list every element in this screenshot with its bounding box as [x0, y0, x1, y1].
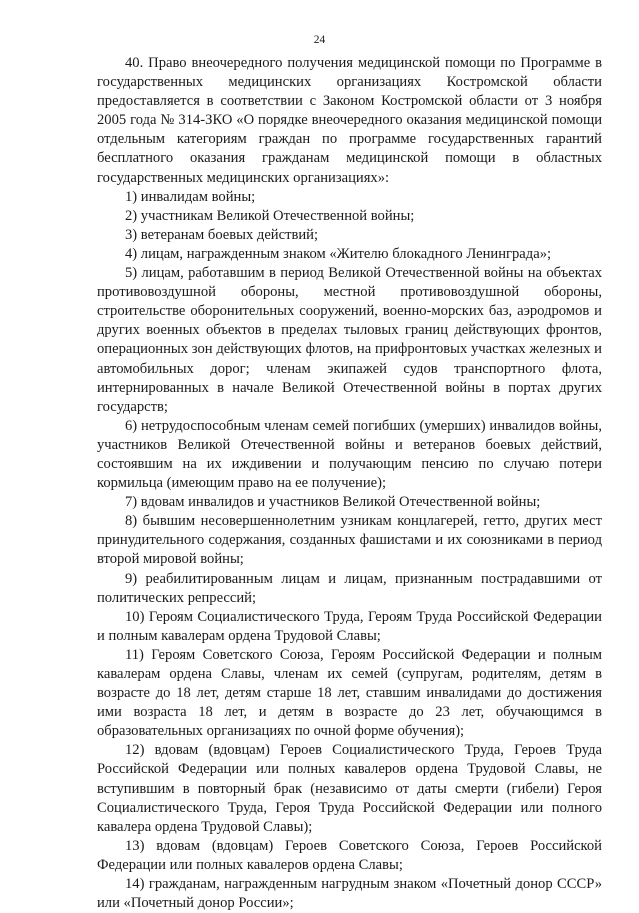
list-item-5: 5) лицам, работавшим в период Великой Отечественной войны на объектах противовоздушной обороны, местной противовоздушной обороны, строительстве оборонительных сооружений, военно-морских баз, аэродромов и других военных объектов в пределах тыловых границ действующих фронтов, операционных зон действующих флотов, на прифронтовых участках железных и автомобильных дорог; членам экипажей судов транспортного флота, интернированных в начале Великой Отечественной войны в портах других государств;	[97, 265, 602, 415]
list-item-12: 12) вдовам (вдовцам) Героев Социалистического Труда, Героев Труда Российской Федерации или полных кавалеров ордена Трудовой Славы, не вступившим в повторный брак (независимо от даты смерти (гибели) Героя Социалистического Труда, Героя Труда Российской Федерации или полного кавалера ордена Трудовой Славы);	[97, 742, 602, 835]
list-item-4: 4) лицам, награжденным знаком «Жителю блокадного Ленинграда»;	[125, 245, 552, 262]
paragraph-article-40: 40. Право внеочередного получения медицинской помощи по Программе в государственных медицинских организациях Костромской области предоставляется в соответствии с Законом Костромской области от 3 ноября 2005 года № 314-ЗКО «О порядке внеочередного оказания медицинской помощи отдельным категориям граждан по программе государственных гарантий бесплатного оказания гражданам медицинской помощи в областных государственных медицинских организациях»:	[97, 55, 602, 186]
list-item-7: 7) вдовам инвалидов и участников Великой Отечественной войны;	[125, 494, 541, 511]
page-number: 24	[313, 34, 326, 46]
list-item-8: 8) бывшим несовершеннолетним узникам концлагерей, гетто, других мест принудительного содержания, созданных фашистами и их союзниками в период второй мировой войны;	[97, 513, 602, 568]
list-item-2: 2) участникам Великой Отечественной войны;	[125, 207, 415, 224]
list-item-1: 1) инвалидам войны;	[125, 188, 256, 205]
list-item-9: 9) реабилитированным лицам и лицам, признанным пострадавшими от политических репрессий;	[97, 570, 602, 606]
list-item-10: 10) Героям Социалистического Труда, Героям Труда Российской Федерации и полным кавалерам ордена Трудовой Славы;	[97, 608, 602, 644]
list-item-3: 3) ветеранам боевых действий;	[125, 226, 319, 243]
document-body	[97, 54, 602, 913]
list-item-14: 14) гражданам, награжденным нагрудным знаком «Почетный донор СССР» или «Почетный донор России»;	[97, 876, 602, 912]
list-item-13: 13) вдовам (вдовцам) Героев Советского Союза, Героев Российской Федерации или полных кавалеров ордена Славы;	[97, 837, 602, 873]
list-item-6: 6) нетрудоспособным членам семей погибших (умерших) инвалидов войны, участников Великой Отечественной войны и ветеранов боевых действий, состоявшим на их иждивении и получающим пенсию по случаю потери кормильца (имеющим право на ее получение);	[97, 417, 602, 492]
list-item-11: 11) Героям Советского Союза, Героям Российской Федерации и полным кавалерам ордена Славы, членам их семей (супругам, родителям, детям в возрасте до 18 лет, детям старше 18 лет, ставшим инвалидами до достижения ими возраста 18 лет, и детям в возрасте до 23 лет, обучающимся в образовательных организациях по очной форме обучения);	[97, 646, 602, 740]
